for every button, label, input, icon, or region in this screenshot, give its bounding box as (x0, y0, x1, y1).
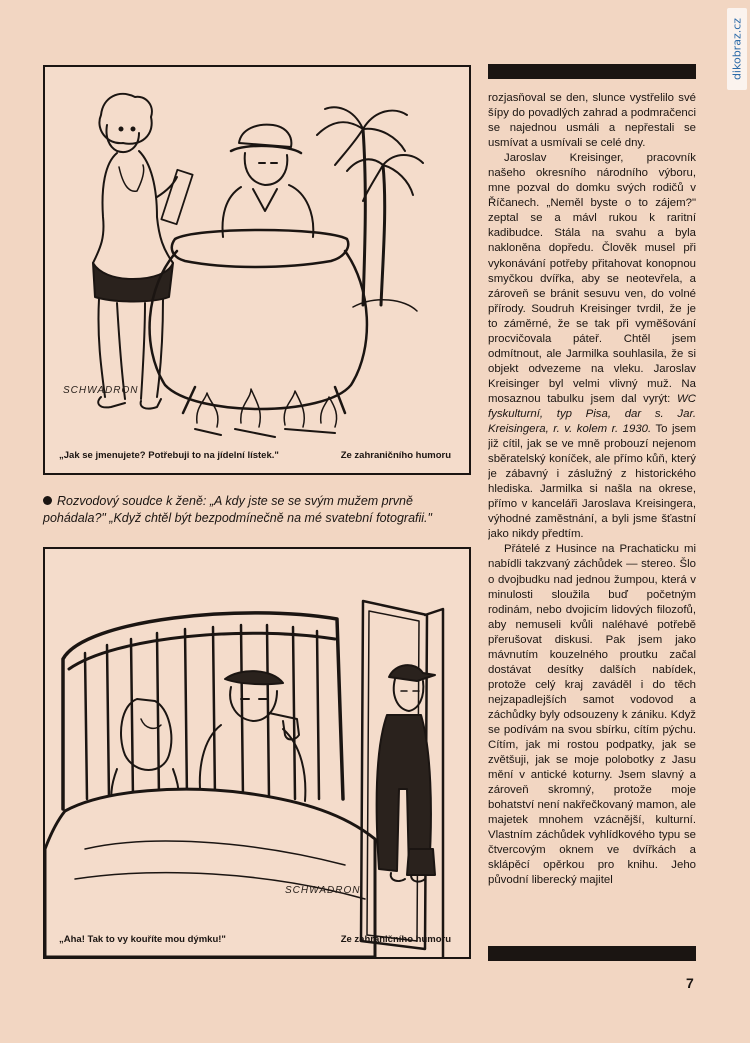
article-paragraph-3: Přátelé z Husince na Prachaticku mi nabídli takzvaný záchůdek — stereo. Šlo o dvojbudku nad jednou žumpou, která v minulosti sloužila buď početným rodinám, nebo dvojicím lidových filozofů, aby nemuseli kvůli naléhavé potřebě přerušovat diskusi. Pak jsem jako mávnutím kouzelného proutku začal dostávat desítky dalších nabídek, protože celý kraj zaváděl i do těch nejzapadlejších samot vodovod a záchůdky byly odsouzeny k zániku. Když se podívám na svou sbírku, cítím pýchu. Cítím, jak mi rostou podpatky, jak se zvětšuji, jak se moje polobotky z Jasu mění v antické koturny. Jsem slavný a zároveň skromný, protože moje bohatství není nakřečkovaný mamon, ale majetek mnohem vzácnější, kulturní. Vlastním záchůdek vyhlídkového typu se čtvercovým oknem ve dvířkách a sklápěcí opěrkou pro knihu. Jeho původní liberecký majitel (488, 543, 696, 887)
cartoon-bed (43, 547, 471, 959)
article-paragraph-2-part-c: To jsem již cítil, jak se ve mně probouzí nejenom sběratelský koníček, ale přímo kůň, který je zábavný i záslužný z historického hlediska. Jarmilka si našla na okrese, přímo v kanceláři Jaroslava Kreisingera, výhodné zaměstnání, a byli jsme šťastní jako nikdy předtím. (488, 423, 696, 541)
cartoon-bed-source: Ze zahraničního humoru (340, 934, 451, 945)
cartoon-bed-caption-row (59, 934, 455, 945)
cartoon-cannibal-caption-row (59, 450, 455, 461)
article-paragraph-1: rozjasňoval se den, slunce vystřelilo své šípy do povadlých zahrad a podmračenci se najednou usmáli a nepřestali se usmívat a usmívali se celé dny. (488, 92, 696, 150)
column-bar-top (488, 64, 696, 79)
watermark-badge (727, 8, 747, 90)
cartoon-cannibal-source: Ze zahraničního humoru (340, 450, 451, 461)
article-paragraph-2-part-a: Jaroslav Kreisinger, pracovník našeho okresního národního výboru, mne pozval do domku svých rodičů v Říčanech. „Neměl byste o to zájem?" zeptal se a mávl rukou k raritní kadibudce. Stála na svahu a byla nakloněna dopředu. Člověk musel při vykonávání potřeby přitahovat konopnou smyčkou dvířka, aby se neotevřela, a zároveň se bránit sesuvu ven, do volné přírody. Soudruh Kreisinger tvrdil, že je to záměrné, že se tak při vyměšování procvičovala páteř. Chtěl jsem odmítnout, ale Jarmilka souhlasila, že si objekt odvezeme na vleku. Jaroslav Kreisinger byl velmi vlivný muž. Na mosaznou tabulku jsem dal vyrýt: (488, 152, 696, 405)
cartoon-bed-drawing (45, 549, 469, 957)
watermark-text: dikobraz.cz (730, 17, 744, 81)
bullet-icon (43, 496, 52, 505)
joke-paragraph (43, 493, 473, 527)
article-plaque-inscription: WC fyskulturní, typ Pisa, dar s. Jar. Kreisingera, r. v. kolem r. 1930. (488, 392, 696, 436)
cartoon-bed-caption: „Aha! Tak to vy kouříte mou dýmku!" (59, 934, 226, 945)
cartoon-bed-signature: SCHWADRON (285, 885, 361, 896)
cartoon-cannibal (43, 65, 471, 475)
cartoon-cannibal-signature: SCHWADRON (63, 385, 139, 396)
column-bar-bottom (488, 946, 696, 961)
article-paragraph-2 (488, 151, 696, 542)
joke-text: Rozvodový soudce k ženě: „A kdy jste se se svým mužem prvně pohádala?" „Když chtěl být bezpodmínečně na mé svatební fotografii." (43, 494, 432, 525)
cartoon-cannibal-caption: „Jak se jmenujete? Potřebuji to na jídelní lístek." (59, 450, 279, 461)
page-number: 7 (686, 975, 694, 991)
cartoon-cannibal-drawing (45, 67, 469, 473)
article-column (488, 91, 696, 946)
